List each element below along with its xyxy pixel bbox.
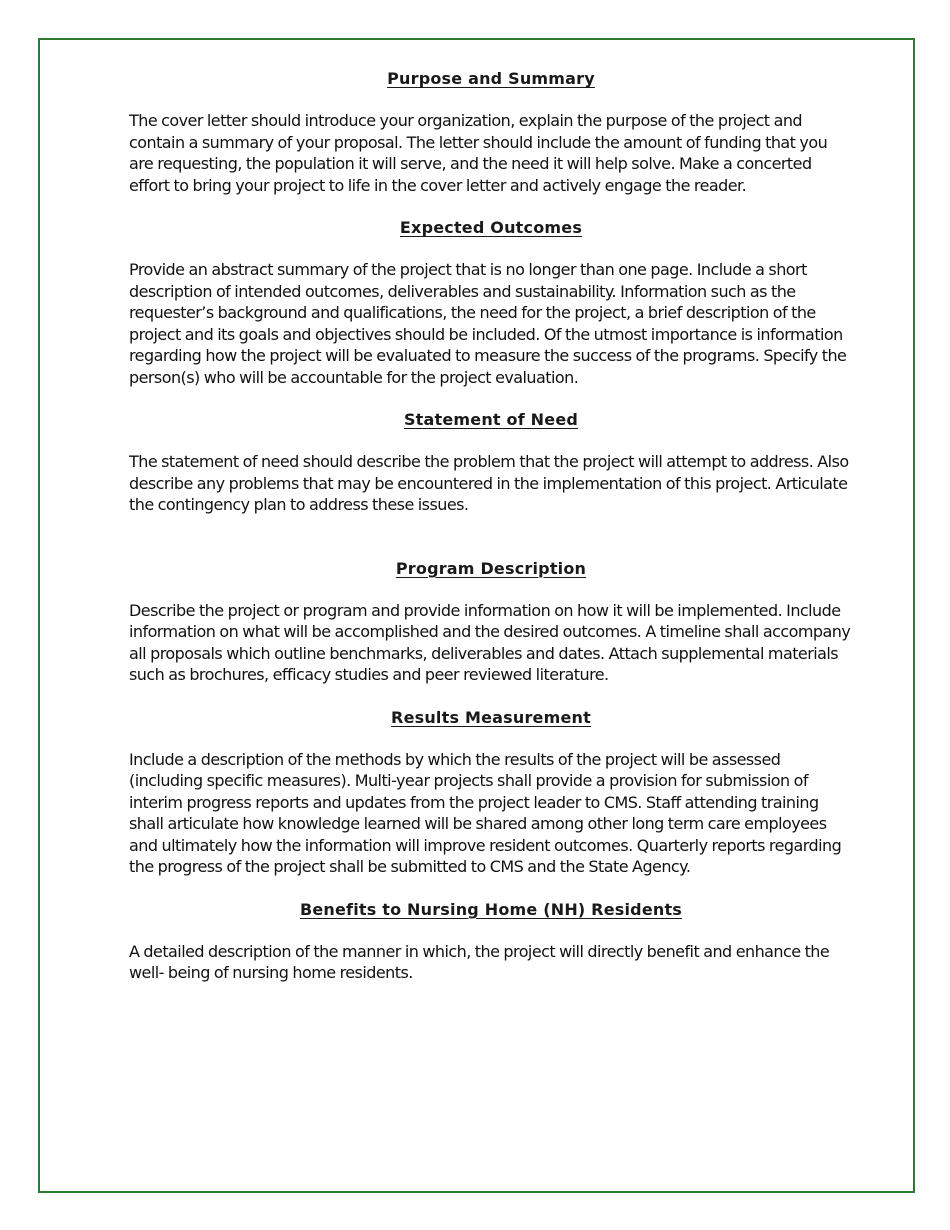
- heading-results-measurement: Results Measurement: [391, 707, 591, 727]
- document-content: [129, 68, 853, 984]
- heading-program-description: Program Description: [395, 558, 587, 578]
- body-program-description: Describe the project or program and provide information on how it will be implemented. Include information on what will be accomplished and the desired outcomes. A timeline shall accompany all proposals which outline benchmarks, deliverables and dates. Attach supplemental materials such as brochures, efficacy studies and peer reviewed literature.: [129, 600, 851, 684]
- body-purpose-and-summary: The cover letter should introduce your organization, explain the purpose of the project and contain a summary of your proposal. The letter should include the amount of funding that you are requesting, the population it will serve, and the need it will help solve. Make a concerted effort to bring your project to life in the cover letter and actively engage the reader.: [129, 111, 828, 195]
- body-statement-of-need: The statement of need should describe the problem that the project will attempt to address. Also describe any problems that may be encountered in the implementation of this project. Articulate the contingency plan to address these issues.: [129, 452, 849, 514]
- heading-purpose-and-summary: Purpose and Summary: [387, 69, 595, 88]
- body-benefits-to-nh-residents: A detailed description of the manner in which, the project will directly benefit and enhance the well- being of nursing home residents.: [129, 941, 830, 982]
- heading-expected-outcomes: Expected Outcomes: [399, 218, 583, 237]
- heading-benefits-to-nh-residents: Benefits to Nursing Home (NH) Residents: [299, 899, 683, 919]
- body-results-measurement: Include a description of the methods by which the results of the project will be assessed (including specific measures). Multi-year projects shall provide a provision for submission of interim progress reports and updates from the project leader to CMS. Staff attending training shall articulate how knowledge learned will be shared among other long term care employees and ultimately how the information will improve resident outcomes. Quarterly reports regarding the progress of the project shall be submitted to CMS and the State Agency.: [129, 749, 842, 876]
- heading-statement-of-need: Statement of Need: [403, 410, 579, 429]
- body-expected-outcomes: Provide an abstract summary of the project that is no longer than one page. Include a short description of intended outcomes, deliverables and sustainability. Information such as the requester’s background and qualifications, the need for the project, a brief description of the project and its goals and objectives should be included. Of the utmost importance is information regarding how the project will be evaluated to measure the success of the programs. Specify the person(s) who will be accountable for the project evaluation.: [129, 260, 847, 387]
